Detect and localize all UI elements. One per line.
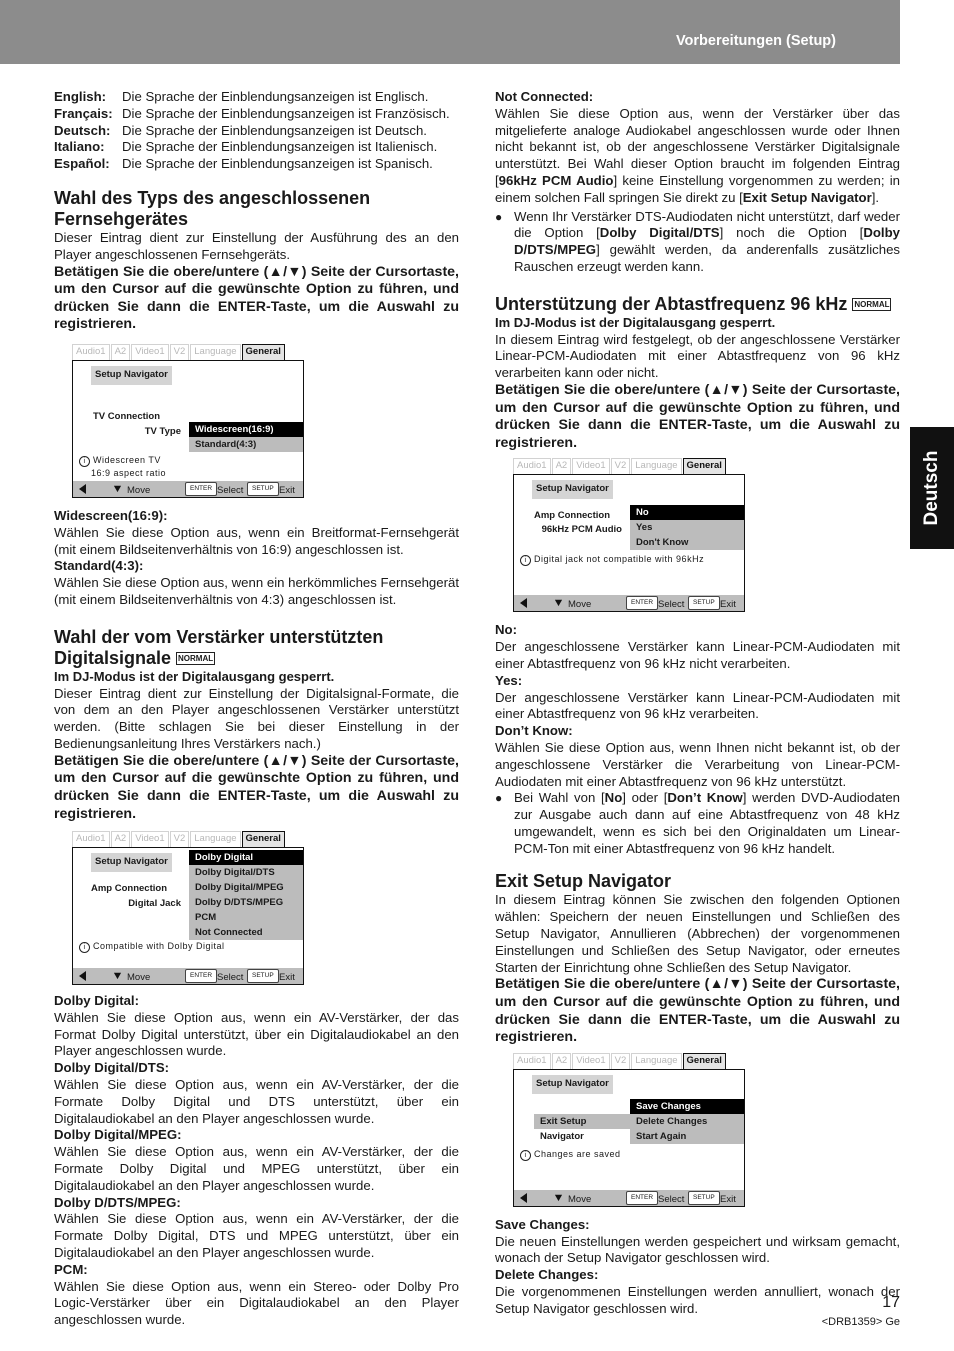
- term-label: Standard(4:3):: [54, 558, 144, 574]
- osd-tab-general[interactable]: General: [683, 458, 726, 474]
- osd-frame: [513, 1069, 745, 1207]
- option-dolby-digital[interactable]: Dolby Digital: [189, 850, 303, 865]
- osd-tabs: [72, 344, 304, 360]
- desc-not-connected: Wählen Sie diese Option aus, wenn der Verstärker über das mitgelieferte analoge Audiokabel angeschlossen wurde oder Ihnen nicht bekannt ist, ob der angeschlossene Verstärker Digitalsignale unterstützt. Bei Wahl dieser Option braucht im folgenden Eintrag [96kHz PCM Audio] keine Einstellung vorgenommen zu werden; in einem solchen Fall springen Sie direkt zu [Exit Setup Navigator].: [495, 105, 901, 205]
- move-arrows-icon: [554, 1193, 563, 1202]
- move-label: Move: [127, 484, 151, 496]
- section-title: Vorbereitungen (Setup): [675, 33, 836, 49]
- option-save-changes[interactable]: Save Changes: [630, 1099, 744, 1114]
- freq-options: [630, 505, 744, 550]
- tv-step: Betätigen Sie die obere/untere (▲/▼) Seite der Cursortaste, um den Cursor auf die gewünschte Option zu führen, und drücken Sie dann die ENTER-Taste, um die Auswahl zu registrieren.: [54, 263, 459, 333]
- info-icon: i: [79, 942, 90, 953]
- term-not-connected: Not Connected:: [495, 89, 594, 104]
- language-row: [54, 156, 459, 173]
- osd-tab-language[interactable]: Language: [190, 831, 240, 847]
- osd-tab-language[interactable]: Language: [631, 458, 681, 474]
- osd-tab-v2[interactable]: V2: [611, 458, 631, 474]
- language-desc: Die Sprache der Einblendungsanzeigen ist Italienisch.: [122, 139, 438, 155]
- osd-tab-video1[interactable]: Video1: [572, 458, 609, 474]
- tv-terms: [54, 508, 459, 609]
- setup-button[interactable]: SETUP: [688, 596, 720, 610]
- option-dolby-digital-dts[interactable]: Dolby Digital/DTS: [195, 867, 275, 879]
- term-label: Dolby Digital:: [54, 993, 139, 1009]
- term-label: Widescreen(16:9):: [54, 507, 168, 523]
- term-description: Die neuen Einstellungen werden gespeichert und wirksam gemacht, wonach der Setup Navigator geschlossen wird.: [495, 1233, 900, 1266]
- osd-control-bar: [73, 481, 303, 497]
- info-icon: i: [79, 456, 90, 467]
- freq-intro: In diesem Eintrag wird festgelegt, ob der angeschlossene Verstärker Linear-PCM-Audiodaten mit einer Abtastfrequenz von 96 kHz verarbeiten kann oder nicht.: [495, 331, 900, 381]
- osd-tab-general[interactable]: General: [242, 831, 285, 847]
- move-arrows-icon: [113, 971, 122, 980]
- heading-96khz: Unterstützung der Abtastfrequenz 96 kHz NORMAL: [495, 293, 890, 314]
- term-description: Wählen Sie diese Option aus, wenn Ihnen nicht bekannt ist, ob der angeschlossene Verstärker die Verarbeitung von Linear-PCM-Audiodaten mit einer Abtastfrequenz von 96 kHz unterstützt.: [495, 739, 900, 789]
- freq-step: Betätigen Sie die obere/untere (▲/▼) Seite der Cursortaste, um den Cursor auf die gewünschte Option zu führen, und drücken Sie dann die ENTER-Taste, um die Auswahl zu registrieren.: [495, 381, 900, 451]
- term-label: Yes:: [495, 672, 523, 688]
- osd-tab-general[interactable]: General: [683, 1053, 726, 1069]
- move-label: Move: [568, 599, 592, 611]
- option-dolby-digital-mpeg[interactable]: Dolby Digital/MPEG: [195, 882, 284, 894]
- exit-label: Exit: [279, 972, 295, 984]
- osd-control-bar: [514, 595, 744, 611]
- language-name: Español:: [54, 156, 110, 172]
- digital-jack-label: Digital Jack: [128, 898, 181, 910]
- return-icon[interactable]: [79, 971, 86, 981]
- osd-96khz-screen: [513, 458, 745, 612]
- osd-tab-a2[interactable]: A2: [552, 458, 572, 474]
- term-description: Wählen Sie diese Option aus, wenn ein AV-Verstärker, der die Formate Dolby Digital, DTS und MPEG unterstützt, über ein Digitalaudiokabel an den Player angeschlossen wurde.: [54, 1211, 459, 1261]
- osd-tabs: [72, 831, 304, 847]
- osd-exit-screen: [513, 1053, 745, 1207]
- move-label: Move: [568, 1193, 592, 1205]
- option-not-connected[interactable]: Not Connected: [195, 927, 263, 939]
- heading-tv-type: Wahl des Typs des angeschlossenen Fernsehgerätes: [54, 187, 371, 229]
- setup-navigator-label: Setup Navigator: [91, 853, 172, 872]
- language-name: Italiano:: [54, 139, 105, 155]
- digital-terms: [54, 993, 459, 1329]
- term-label: Delete Changes:: [495, 1267, 599, 1283]
- term-description: Wählen Sie diese Option aus, wenn ein AV-Verstärker, der die Formate Dolby Digital und DTS unterstützt, über ein Digitalaudiokabel an den Player angeschlossen wurde.: [54, 1077, 459, 1126]
- term-description: Wählen Sie diese Option aus, wenn ein Breitformat-Fernsehgerät (mit einem Bildseitenverhältnis von 16:9) angeschlossen ist.: [54, 524, 459, 557]
- language-row: [54, 89, 459, 106]
- side-tab-label: Deutsch: [921, 450, 942, 526]
- setup-button[interactable]: SETUP: [247, 969, 279, 983]
- dj-note: Im DJ-Modus ist der Digitalausgang gesperrt.: [54, 668, 335, 684]
- option-delete-changes[interactable]: Delete Changes: [636, 1115, 708, 1127]
- term-label: No:: [495, 622, 517, 638]
- exit-step: Betätigen Sie die obere/untere (▲/▼) Seite der Cursortaste, um den Cursor auf die gewünschte Option zu führen, und drücken Sie dann die ENTER-Taste, um die Auswahl zu registrieren.: [495, 976, 900, 1046]
- setup-button[interactable]: SETUP: [247, 482, 279, 496]
- option-dolby-d-dts-mpeg[interactable]: Dolby D/DTS/MPEG: [195, 897, 284, 909]
- osd-frame: [513, 474, 745, 612]
- page-number: 17: [882, 1294, 900, 1311]
- osd-digital-screen: [72, 831, 304, 985]
- language-name: English:: [54, 89, 107, 104]
- normal-mode-icon: NORMAL: [178, 653, 214, 663]
- term-description: Die vorgenommenen Einstellungen werden annulliert, wonach der Setup Navigator geschlossen wird.: [495, 1284, 900, 1316]
- language-name: Français:: [54, 105, 113, 121]
- move-label: Move: [127, 972, 151, 984]
- osd-info: i Digital jack not compatible with 96kHz: [520, 553, 704, 566]
- select-label: Select: [217, 972, 244, 984]
- osd-frame: [72, 360, 304, 498]
- exit-label: Exit: [279, 484, 295, 496]
- term-description: Wählen Sie diese Option aus, wenn ein Stereo- oder Dolby Pro Logic-Verstärker über ein Digitalaudiokabel an den Player angeschlossen wurde.: [54, 1278, 459, 1328]
- freq-terms: [495, 622, 900, 790]
- enter-button[interactable]: ENTER: [185, 969, 217, 983]
- osd-tab-audio1[interactable]: Audio1: [513, 1053, 551, 1069]
- term-description: Der angeschlossene Verstärker kann Linear-PCM-Audiodaten mit einer Abtastfrequenz von 96 kHz verarbeiten.: [495, 689, 900, 722]
- normal-mode-icon: NORMAL: [854, 299, 890, 309]
- language-desc: Die Sprache der Einblendungsanzeigen ist Spanisch.: [122, 156, 433, 172]
- osd-tab-a2[interactable]: A2: [552, 1053, 572, 1069]
- osd-tab-audio1[interactable]: Audio1: [513, 458, 551, 474]
- option-yes[interactable]: Yes: [636, 522, 653, 534]
- term-description: Der angeschlossene Verstärker kann Linear-PCM-Audiodaten mit einer Abtastfrequenz von 96 kHz nicht verarbeiten.: [495, 639, 900, 671]
- dj-note: Im DJ-Modus ist der Digitalausgang gesperrt.: [495, 314, 776, 330]
- setup-button[interactable]: SETUP: [688, 1191, 720, 1205]
- osd-tabs: [513, 1053, 745, 1069]
- osd-tab-video1[interactable]: Video1: [131, 831, 168, 847]
- return-icon[interactable]: [520, 598, 527, 608]
- osd-tab-general[interactable]: General: [242, 344, 285, 360]
- option-start-again[interactable]: Start Again: [636, 1130, 687, 1142]
- return-icon[interactable]: [79, 484, 86, 494]
- language-desc: Die Sprache der Einblendungsanzeigen ist Französisch.: [122, 105, 450, 121]
- digital-options: [189, 850, 303, 940]
- term-label: Dolby Digital/MPEG:: [54, 1127, 182, 1143]
- select-label: Select: [658, 1193, 685, 1205]
- osd-control-bar: [514, 1190, 744, 1206]
- pcm-audio-label: 96kHz PCM Audio: [541, 524, 622, 536]
- language-side-tab: [910, 427, 954, 549]
- osd-tab-audio1[interactable]: Audio1: [72, 344, 110, 360]
- osd-info: i Compatible with Dolby Digital: [79, 940, 225, 953]
- osd-info: i Changes are saved: [520, 1148, 621, 1161]
- term-label: Dolby Digital/DTS:: [54, 1060, 170, 1076]
- exit-label: Exit: [720, 599, 736, 611]
- dts-bullet: ● Wenn Ihr Verstärker DTS-Audiodaten nicht unterstützt, darf weder die Option [Dolby Digital/DTS] noch die Option [Dolby D/DTS/MPEG] gewählt werden, da anderenfalls zusätzliches Rauschen erzeugt werden kann.: [495, 209, 900, 276]
- return-icon[interactable]: [520, 1193, 527, 1203]
- term-description: Wählen Sie diese Option aus, wenn ein AV-Verstärker, der das Format Dolby Digital unterstützt, über ein Digitalaudiokabel an den Player angeschlossen wurde.: [54, 1009, 459, 1059]
- osd-tab-language[interactable]: Language: [190, 344, 240, 360]
- enter-button[interactable]: ENTER: [185, 482, 217, 496]
- info-icon: i: [520, 555, 531, 566]
- select-label: Select: [658, 599, 685, 611]
- digital-intro: Dieser Eintrag dient zur Einstellung der Digitalsignal-Formate, die von dem an den Player angeschlossenen Verstärker unterstützt werden. (Bitte schlagen Sie bei dieser Einstellung in der Bedienungsanleitung Ihres Verstärkers nach.): [54, 685, 459, 751]
- option-widescreen[interactable]: Widescreen(16:9): [189, 422, 303, 437]
- option-dont-know[interactable]: Don't Know: [636, 537, 689, 549]
- language-list: [54, 89, 459, 173]
- digital-step: Betätigen Sie die obere/untere (▲/▼) Seite der Cursortaste, um den Cursor auf die gewünschte Option zu führen, und drücken Sie dann die ENTER-Taste, um die Auswahl zu registrieren.: [54, 752, 459, 822]
- osd-tab-v2[interactable]: V2: [170, 344, 190, 360]
- osd-control-bar: [73, 968, 303, 984]
- amp-connection-label: Amp Connection: [534, 510, 610, 522]
- term-description: Wählen Sie diese Option aus, wenn ein AV-Verstärker, der die Formate Dolby Digital und MPEG unterstützt, über ein Digitalaudiokabel an den Player angeschlossen wurde.: [54, 1144, 459, 1193]
- tv-connection-label: TV Connection: [93, 410, 161, 422]
- exit-intro: In diesem Eintrag können Sie zwischen den folgenden Optionen wählen: Speichern der neuen Einstellungen und Schließen des Setup Navigator, Annullieren (Abbrechen) der vorgenommenen Einstellungen und Schließen des Setup Navigator, oder erneutes Starten der Einrichtung ohne Schließen des Setup Navigator.: [495, 892, 900, 975]
- osd-frame: [72, 847, 304, 985]
- language-desc: Die Sprache der Einblendungsanzeigen ist Englisch.: [122, 89, 429, 104]
- language-row: [54, 106, 459, 123]
- document-code: <DRB1359> Ge: [821, 1316, 900, 1328]
- tv-options: [189, 422, 303, 452]
- move-arrows-icon: [113, 484, 122, 493]
- osd-tabs: [513, 458, 745, 474]
- term-label: Don’t Know:: [495, 723, 573, 739]
- term-label: Save Changes:: [495, 1216, 590, 1232]
- setup-navigator-label: Setup Navigator: [532, 480, 613, 499]
- osd-info: i Widescreen TV 16:9 aspect ratio: [79, 454, 166, 479]
- osd-tv-screen: [72, 344, 304, 498]
- option-standard[interactable]: Standard(4:3): [195, 438, 257, 450]
- setup-navigator-label: Setup Navigator: [532, 1075, 613, 1094]
- language-name: Deutsch:: [54, 122, 111, 138]
- heading-exit-navigator: Exit Setup Navigator: [495, 871, 672, 892]
- osd-tab-audio1[interactable]: Audio1: [72, 831, 110, 847]
- header-bar: [0, 0, 900, 64]
- term-label: PCM:: [54, 1261, 88, 1277]
- language-row: [54, 123, 459, 140]
- osd-tab-a2[interactable]: A2: [111, 831, 131, 847]
- setup-navigator-label: Setup Navigator: [91, 366, 172, 385]
- exit-terms: [495, 1217, 900, 1318]
- exit-label: Exit: [720, 1193, 736, 1205]
- osd-tab-v2[interactable]: V2: [170, 831, 190, 847]
- heading-digital-signals: Wahl der vom Verstärker unterstützten Digitalsignale NORMAL: [54, 626, 384, 668]
- info-icon: i: [520, 1150, 531, 1161]
- language-desc: Die Sprache der Einblendungsanzeigen ist Deutsch.: [122, 122, 427, 138]
- osd-tab-language[interactable]: Language: [631, 1053, 681, 1069]
- move-arrows-icon: [554, 598, 563, 607]
- right-column: [495, 89, 900, 1318]
- left-column: [54, 89, 459, 1329]
- osd-tab-a2[interactable]: A2: [111, 344, 131, 360]
- khz-bullet: ● Bei Wahl von [No] oder [Don’t Know] werden DVD-Audiodaten zur Ausgabe auch dann auf eine Abtastfrequenz von 48 kHz umgewandelt, wenn es sich bei den Originaldaten um Linear-PCM-Ton mit einer Abtastfrequenz von 96 kHz handelt.: [495, 790, 900, 857]
- osd-tab-video1[interactable]: Video1: [572, 1053, 609, 1069]
- exit-options: [630, 1099, 744, 1144]
- term-description: Wählen Sie diese Option aus, wenn ein herkömmliches Fernsehgerät (mit einem Bildseitenverhältnis von 4:3) angeschlossen ist.: [54, 575, 459, 607]
- osd-tab-v2[interactable]: V2: [611, 1053, 631, 1069]
- tv-type-label: TV Type: [144, 425, 181, 437]
- tv-intro: Dieser Eintrag dient zur Einstellung der Ausführung des an den Player angeschlossenen Fernsehgeräts.: [54, 229, 459, 262]
- enter-button[interactable]: ENTER: [626, 596, 658, 610]
- term-label: Dolby D/DTS/MPEG:: [54, 1194, 181, 1210]
- option-no[interactable]: No: [630, 505, 744, 520]
- select-label: Select: [217, 484, 244, 496]
- osd-tab-video1[interactable]: Video1: [131, 344, 168, 360]
- exit-navigator-label: Exit Setup Navigator: [534, 1114, 630, 1129]
- option-pcm[interactable]: PCM: [195, 912, 217, 924]
- language-row: [54, 139, 459, 156]
- enter-button[interactable]: ENTER: [626, 1191, 658, 1205]
- amp-connection-label: Amp Connection: [91, 883, 167, 895]
